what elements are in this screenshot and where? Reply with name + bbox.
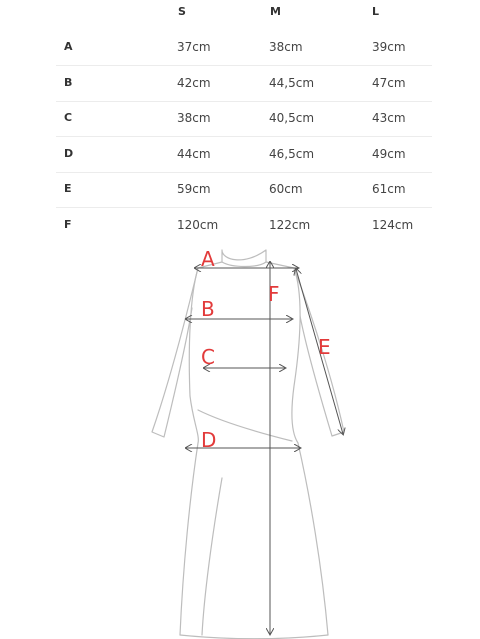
- header-size-l: L: [372, 5, 380, 18]
- row-label: A: [64, 40, 73, 53]
- dress-diagram-svg: [0, 236, 480, 639]
- measure-labels: [201, 247, 331, 452]
- measure-label-a: A: [201, 247, 215, 271]
- measure-label-c: C: [201, 345, 215, 369]
- value-l: 49cm: [372, 147, 406, 161]
- value-l: 61cm: [372, 182, 406, 196]
- row-label: D: [64, 147, 74, 160]
- dress-measurement-diagram: [0, 236, 480, 639]
- left-sleeve: [152, 268, 198, 437]
- value-s: 42cm: [177, 76, 211, 90]
- dress-outline: [152, 250, 344, 639]
- value-m: 44,5cm: [269, 76, 315, 90]
- row-label: E: [64, 182, 72, 195]
- skirt-fold: [202, 478, 222, 635]
- row-label: B: [64, 76, 73, 89]
- value-m: 40,5cm: [269, 111, 315, 125]
- value-l: 39cm: [372, 40, 406, 54]
- value-m: 46,5cm: [269, 147, 315, 161]
- row-label: F: [64, 218, 72, 231]
- value-m: 38cm: [269, 40, 303, 54]
- header-size-s: S: [178, 5, 187, 18]
- value-s: 38cm: [177, 111, 211, 125]
- measure-label-e: E: [318, 335, 331, 359]
- collar-shape: [222, 250, 266, 267]
- value-l: 43cm: [372, 111, 406, 125]
- value-s: 120cm: [177, 218, 219, 232]
- measure-label-d: D: [201, 428, 217, 452]
- value-s: 59cm: [177, 182, 211, 196]
- header-size-m: M: [270, 5, 282, 18]
- value-l: 47cm: [372, 76, 406, 90]
- value-m: 122cm: [269, 218, 311, 232]
- value-s: 44cm: [177, 147, 211, 161]
- measure-label-f: F: [268, 282, 280, 306]
- table-row: [56, 66, 432, 102]
- value-m: 60cm: [269, 182, 303, 196]
- row-label: C: [64, 111, 73, 124]
- value-s: 37cm: [177, 40, 211, 54]
- table-row: [56, 137, 432, 173]
- value-l: 124cm: [372, 218, 414, 232]
- table-row: [56, 172, 432, 208]
- table-row: [56, 30, 432, 66]
- table-row: [56, 101, 432, 137]
- measure-label-b: B: [201, 297, 215, 321]
